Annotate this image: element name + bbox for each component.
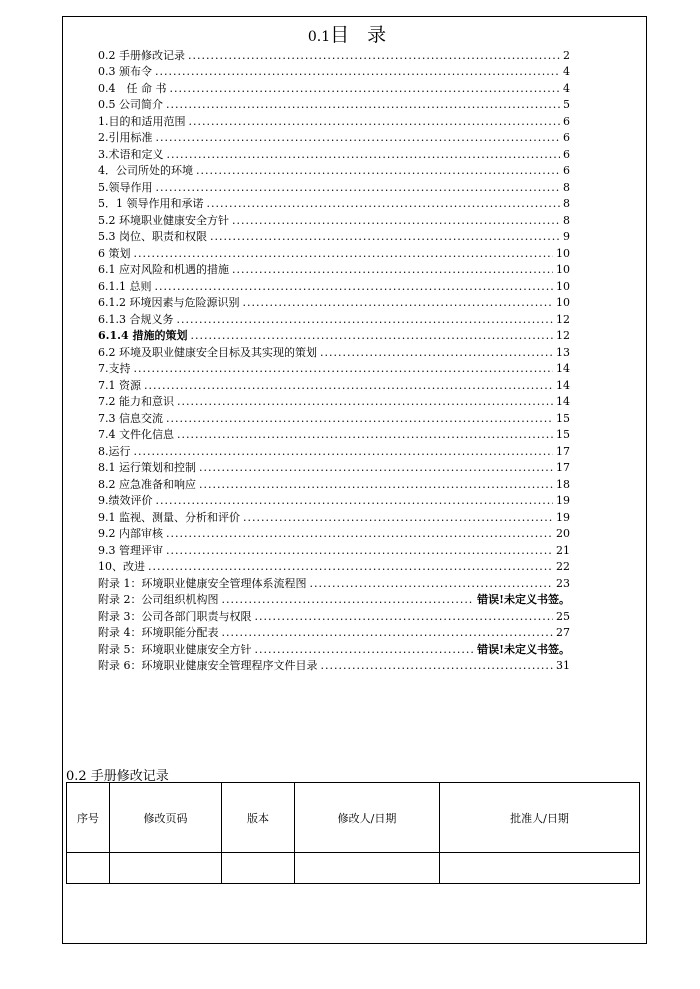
toc-title-text: 目 录 xyxy=(330,24,393,46)
toc-entry[interactable] xyxy=(98,260,570,277)
toc-entry-label: 附录 2：公司组织机构图 xyxy=(98,593,219,606)
toc-entry[interactable] xyxy=(98,557,570,574)
revision-header-row xyxy=(67,783,640,853)
toc-entry[interactable] xyxy=(98,309,570,326)
toc-leader-dots xyxy=(177,428,553,441)
toc-entry[interactable] xyxy=(98,441,570,458)
toc-leader-dots xyxy=(156,181,561,194)
toc-leader-dots xyxy=(166,98,560,111)
toc-entry-page: 12 xyxy=(556,329,570,342)
toc-entry-label: 6.1.2 环境因素与危险源识别 xyxy=(98,296,240,309)
toc-entry-page: 6 xyxy=(563,114,570,128)
toc-entry[interactable] xyxy=(98,45,570,62)
toc-entry-page: 15 xyxy=(556,428,570,441)
toc-entry-label: 0.2 手册修改记录 xyxy=(98,48,185,62)
toc-entry[interactable] xyxy=(98,639,570,656)
toc-entry-label: 5.3 岗位、职责和权限 xyxy=(98,230,207,243)
toc-entry[interactable] xyxy=(98,227,570,244)
toc-entry[interactable] xyxy=(98,194,570,211)
toc-entry-page: 5 xyxy=(563,98,570,111)
toc-entry[interactable] xyxy=(98,342,570,359)
toc-entry-label: 1.目的和适用范围 xyxy=(98,114,186,128)
toc-entry-label: 5．1 领导作用和承诺 xyxy=(98,197,204,210)
table-cell xyxy=(295,853,440,884)
toc-entry[interactable] xyxy=(98,491,570,508)
toc-entry[interactable] xyxy=(98,95,570,112)
toc-entry[interactable] xyxy=(98,78,570,95)
toc-entry-page: 14 xyxy=(556,395,570,408)
toc-leader-dots xyxy=(321,659,554,672)
toc-entry[interactable] xyxy=(98,507,570,524)
toc-leader-dots xyxy=(196,164,560,177)
toc-entry-page: 17 xyxy=(556,461,570,474)
toc-leader-dots xyxy=(199,461,553,474)
table-cell xyxy=(222,853,295,884)
toc-entry[interactable] xyxy=(98,111,570,128)
toc-entry-page: 23 xyxy=(556,576,570,590)
toc-entry[interactable] xyxy=(98,62,570,79)
toc-leader-dots xyxy=(199,478,553,491)
toc-entry-label: 附录 6：环境职业健康安全管理程序文件目录 xyxy=(98,659,318,672)
toc-entry-page: 20 xyxy=(556,527,570,540)
toc-entry-page: 8 xyxy=(563,197,570,210)
toc-entry[interactable] xyxy=(98,144,570,161)
toc-entry[interactable] xyxy=(98,590,570,607)
toc-entry-label: 9.1 监视、测量、分析和评价 xyxy=(98,510,240,524)
toc-entry[interactable] xyxy=(98,276,570,293)
toc-entry-page: 27 xyxy=(556,626,570,639)
toc-entry-label: 附录 1：环境职业健康安全管理体系流程图 xyxy=(98,576,307,590)
toc-leader-dots xyxy=(166,527,553,540)
toc-entry[interactable] xyxy=(98,243,570,260)
toc-leader-dots xyxy=(222,593,475,606)
toc-entry-label: 2.引用标准 xyxy=(98,131,153,144)
toc-title xyxy=(0,20,700,47)
header-cell-index: 序号 xyxy=(67,783,110,853)
toc-entry-page: 6 xyxy=(563,164,570,177)
toc-entry-label: 8.2 应急准备和响应 xyxy=(98,477,196,491)
toc-leader-dots xyxy=(255,610,554,623)
toc-entry-page: 25 xyxy=(556,609,570,623)
toc-leader-dots xyxy=(320,346,553,359)
toc-leader-dots xyxy=(255,643,475,656)
toc-entry[interactable] xyxy=(98,210,570,227)
header-cell-version: 版本 xyxy=(222,783,295,853)
toc-entry-label: 6.1.1 总则 xyxy=(98,279,152,293)
toc-entry-label: 0.3 颁布令 xyxy=(98,65,152,78)
header-cell-approver-date: 批准人/日期 xyxy=(440,783,640,853)
table-row xyxy=(67,853,640,884)
toc-entry[interactable] xyxy=(98,128,570,145)
toc-leader-dots xyxy=(155,280,554,293)
toc-entry-label: 附录 3：公司各部门职责与权限 xyxy=(98,609,252,623)
toc-entry-page: 19 xyxy=(556,494,570,507)
toc-entry[interactable] xyxy=(98,524,570,541)
toc-entry-label: 7.1 资源 xyxy=(98,378,141,392)
toc-entry-label: 9.2 内部审核 xyxy=(98,527,163,540)
toc-entry[interactable] xyxy=(98,326,570,343)
toc-leader-dots xyxy=(167,148,561,161)
toc-leader-dots xyxy=(210,230,560,243)
toc-entry-page: 19 xyxy=(556,510,570,524)
toc-entry[interactable] xyxy=(98,359,570,376)
toc-leader-dots xyxy=(310,577,554,590)
toc-entry[interactable] xyxy=(98,161,570,178)
toc-entry-page: 6 xyxy=(563,147,570,161)
toc-leader-dots xyxy=(177,395,553,408)
toc-entry-label: 6.1 应对风险和机遇的措施 xyxy=(98,263,229,276)
toc-entry[interactable] xyxy=(98,606,570,623)
toc-entry-label: 8.1 运行策划和控制 xyxy=(98,461,196,474)
toc-entry[interactable] xyxy=(98,623,570,640)
toc-entry[interactable] xyxy=(98,392,570,409)
toc-entry-page: 4 xyxy=(563,65,570,78)
toc-leader-dots xyxy=(243,511,553,524)
header-cell-pages: 修改页码 xyxy=(110,783,222,853)
toc-entry-label: 9.3 管理评审 xyxy=(98,543,163,557)
toc-entry-page: 10 xyxy=(556,246,570,260)
toc-leader-dots xyxy=(222,626,554,639)
toc-entry[interactable] xyxy=(98,474,570,491)
toc-entry-label: 6.2 环境及职业健康安全目标及其实现的策划 xyxy=(98,345,317,359)
toc-leader-dots xyxy=(148,560,553,573)
toc-entry-label: 0.5 公司简介 xyxy=(98,98,163,111)
toc-entry-label: 8.运行 xyxy=(98,444,131,458)
toc-entry[interactable] xyxy=(98,408,570,425)
table-cell xyxy=(67,853,110,884)
toc-leader-dots xyxy=(144,379,553,392)
toc-entry-label: 0.4 任 命 书 xyxy=(98,81,167,95)
table-cell xyxy=(440,853,640,884)
toc-leader-dots xyxy=(207,197,561,210)
toc-entry-page: 12 xyxy=(556,312,570,326)
toc-entry-label: 7.支持 xyxy=(98,362,131,375)
toc-entry-page: 14 xyxy=(556,362,570,375)
toc-entry-page: 10 xyxy=(556,279,570,293)
toc-leader-dots xyxy=(156,494,554,507)
toc-entry-label: 5.领导作用 xyxy=(98,180,153,194)
toc-entry-page: 14 xyxy=(556,378,570,392)
toc-entry[interactable] xyxy=(98,540,570,557)
toc-entry[interactable] xyxy=(98,375,570,392)
toc-entry-label: 7.3 信息交流 xyxy=(98,411,163,425)
toc-entry-page: 8 xyxy=(563,213,570,227)
toc-entry-page: 13 xyxy=(556,345,570,359)
toc-leader-dots xyxy=(177,313,554,326)
revision-record-title: 0.2 手册修改记录 xyxy=(66,769,169,784)
toc-title-number: 0.1 xyxy=(307,29,331,45)
toc-leader-dots xyxy=(170,82,561,95)
toc-entry-page: 31 xyxy=(556,659,570,672)
toc-entry-page: 15 xyxy=(556,411,570,425)
toc-entry-label: 附录 5：环境职业健康安全方针 xyxy=(98,642,252,656)
toc-entry-label: 7.4 文件化信息 xyxy=(98,428,174,441)
toc-leader-dots xyxy=(134,445,554,458)
toc-leader-dots xyxy=(189,115,561,128)
toc-entry-page: 8 xyxy=(563,180,570,194)
toc-leader-dots xyxy=(134,362,554,375)
toc-entry-page: 22 xyxy=(556,560,570,573)
toc-leader-dots xyxy=(232,214,560,227)
toc-entry-label: 6.1.3 合规义务 xyxy=(98,312,174,326)
toc-leader-dots xyxy=(232,263,553,276)
toc-leader-dots xyxy=(188,49,560,62)
toc-leader-dots xyxy=(156,131,561,144)
toc-entry[interactable] xyxy=(98,293,570,310)
toc-leader-dots xyxy=(134,247,554,260)
toc-entry[interactable] xyxy=(98,425,570,442)
toc-entry-page: 21 xyxy=(556,543,570,557)
table-cell xyxy=(110,853,222,884)
toc-entry-label: 3.术语和定义 xyxy=(98,147,164,161)
toc-entry-label: 5.2 环境职业健康安全方针 xyxy=(98,213,229,227)
header-cell-modifier-date: 修改人/日期 xyxy=(295,783,440,853)
toc-entry-label: 附录 4：环境职能分配表 xyxy=(98,626,219,639)
toc-entry[interactable] xyxy=(98,656,570,673)
toc-entry[interactable] xyxy=(98,458,570,475)
toc-entry-page: 错误!未定义书签。 xyxy=(477,593,570,606)
toc-entry[interactable] xyxy=(98,573,570,590)
toc-leader-dots xyxy=(243,296,554,309)
table-of-contents xyxy=(98,45,570,672)
toc-entry[interactable] xyxy=(98,177,570,194)
toc-leader-dots xyxy=(155,65,560,78)
toc-entry-page: 10 xyxy=(556,296,570,309)
toc-entry-page: 错误!未定义书签。 xyxy=(477,642,570,656)
toc-entry-label: 10、改进 xyxy=(98,560,145,573)
toc-leader-dots xyxy=(166,544,553,557)
toc-entry-label: 6.1.4 措施的策划 xyxy=(98,329,188,342)
toc-entry-label: 9.绩效评价 xyxy=(98,494,153,507)
toc-entry-label: 7.2 能力和意识 xyxy=(98,395,174,408)
toc-entry-page: 6 xyxy=(563,131,570,144)
toc-entry-page: 9 xyxy=(563,230,570,243)
toc-entry-label: 6 策划 xyxy=(98,246,131,260)
toc-entry-label: 4．公司所处的环境 xyxy=(98,164,193,177)
toc-entry-page: 10 xyxy=(556,263,570,276)
revision-record-table xyxy=(66,782,640,884)
toc-entry-page: 17 xyxy=(556,444,570,458)
toc-entry-page: 4 xyxy=(563,81,570,95)
toc-leader-dots xyxy=(166,412,553,425)
toc-entry-page: 2 xyxy=(563,48,570,62)
toc-entry-page: 18 xyxy=(556,477,570,491)
toc-leader-dots xyxy=(190,329,553,342)
